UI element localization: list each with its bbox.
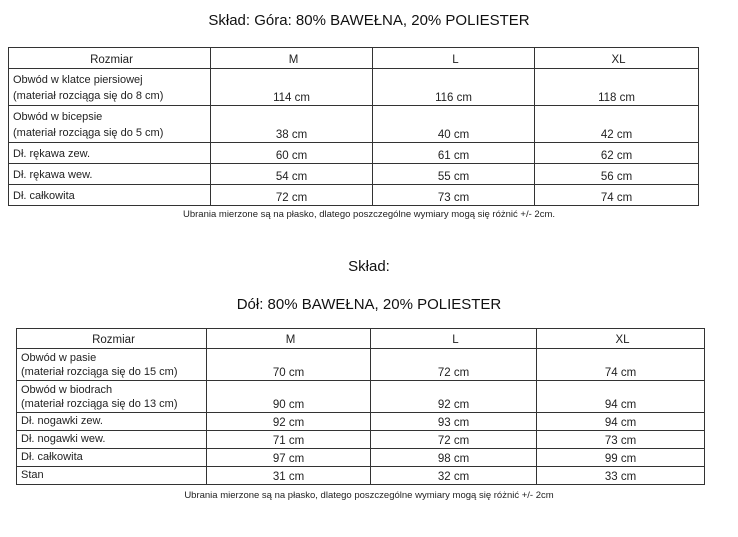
row-label: Dł. nogawki wew. [17, 431, 207, 449]
bottom-title: Dół: 80% BAWEŁNA, 20% POLIESTER [236, 296, 502, 313]
cell-m: 70 cm [207, 349, 371, 381]
cell-m: 54 cm [211, 164, 373, 185]
cell-l: 98 cm [371, 449, 537, 467]
row-label: Obwód w klatce piersiowej (materiał rozciąga się do 8 cm) [9, 69, 211, 106]
cell-m: 31 cm [207, 467, 371, 485]
row-label: Dł. całkowita [17, 449, 207, 467]
header-l: L [373, 48, 535, 69]
bottom-title-label: Skład: [348, 258, 390, 275]
cell-xl: 74 cm [537, 349, 705, 381]
table-header-row [17, 329, 705, 349]
header-size: Rozmiar [9, 48, 211, 69]
cell-xl: 118 cm [535, 69, 699, 106]
table-row [17, 449, 705, 467]
top-title: Skład: Góra: 80% BAWEŁNA, 20% POLIESTER [208, 12, 530, 29]
cell-l: 32 cm [371, 467, 537, 485]
row-label: Dł. nogawki zew. [17, 413, 207, 431]
cell-xl: 56 cm [535, 164, 699, 185]
row-label: Dł. całkowita [9, 185, 211, 206]
cell-xl: 74 cm [535, 185, 699, 206]
table-row [9, 69, 699, 106]
cell-xl: 99 cm [537, 449, 705, 467]
cell-xl: 42 cm [535, 106, 699, 143]
table-row [17, 381, 705, 413]
cell-l: 73 cm [373, 185, 535, 206]
cell-l: 92 cm [371, 381, 537, 413]
table-row [17, 349, 705, 381]
table-header-row [9, 48, 699, 69]
row-label: Obwód w pasie (materiał rozciąga się do 15 cm) [17, 349, 207, 381]
cell-xl: 33 cm [537, 467, 705, 485]
cell-l: 61 cm [373, 143, 535, 164]
table-row [9, 185, 699, 206]
bottom-size-table [16, 328, 705, 485]
cell-l: 55 cm [373, 164, 535, 185]
cell-m: 60 cm [211, 143, 373, 164]
cell-m: 92 cm [207, 413, 371, 431]
cell-l: 72 cm [371, 349, 537, 381]
cell-l: 72 cm [371, 431, 537, 449]
top-measurement-note: Ubrania mierzone są na płasko, dlatego poszczególne wymiary mogą się różnić +/- 2cm. [183, 209, 555, 220]
header-xl: XL [537, 329, 705, 349]
row-label: Obwód w bicepsie (materiał rozciąga się do 5 cm) [9, 106, 211, 143]
header-size: Rozmiar [17, 329, 207, 349]
cell-xl: 94 cm [537, 413, 705, 431]
header-xl: XL [535, 48, 699, 69]
table-row [9, 143, 699, 164]
row-label: Obwód w biodrach (materiał rozciąga się do 13 cm) [17, 381, 207, 413]
cell-m: 97 cm [207, 449, 371, 467]
cell-l: 93 cm [371, 413, 537, 431]
header-m: M [211, 48, 373, 69]
cell-xl: 73 cm [537, 431, 705, 449]
table-row [9, 106, 699, 143]
cell-xl: 94 cm [537, 381, 705, 413]
cell-l: 116 cm [373, 69, 535, 106]
cell-m: 114 cm [211, 69, 373, 106]
row-label: Dł. rękawa wew. [9, 164, 211, 185]
table-row [17, 413, 705, 431]
cell-m: 90 cm [207, 381, 371, 413]
table-row [9, 164, 699, 185]
bottom-measurement-note: Ubrania mierzone są na płasko, dlatego poszczególne wymiary mogą się różnić +/- 2cm [184, 490, 554, 501]
cell-m: 38 cm [211, 106, 373, 143]
cell-m: 72 cm [211, 185, 373, 206]
cell-xl: 62 cm [535, 143, 699, 164]
header-l: L [371, 329, 537, 349]
table-row [17, 467, 705, 485]
row-label: Stan [17, 467, 207, 485]
cell-m: 71 cm [207, 431, 371, 449]
table-row [17, 431, 705, 449]
header-m: M [207, 329, 371, 349]
top-size-table [8, 47, 699, 206]
cell-l: 40 cm [373, 106, 535, 143]
row-label: Dł. rękawa zew. [9, 143, 211, 164]
